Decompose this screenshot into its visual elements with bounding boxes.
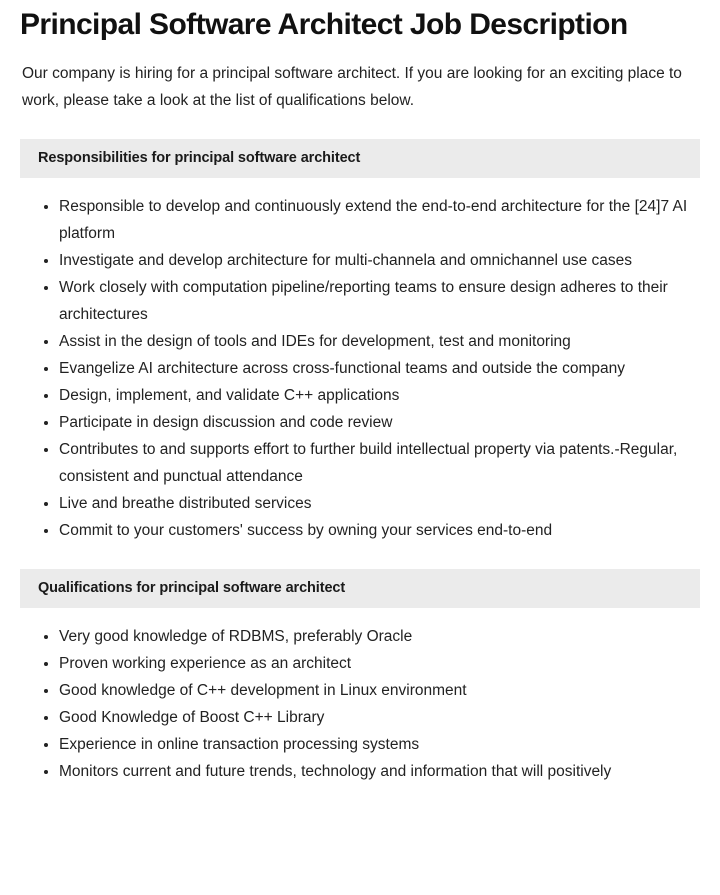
section-responsibilities xyxy=(0,139,720,544)
page-title: Principal Software Architect Job Description xyxy=(20,8,628,41)
list-item: Participate in design discussion and code review xyxy=(44,409,700,436)
list-item: Live and breathe distributed services xyxy=(44,490,700,517)
responsibilities-list xyxy=(0,178,720,544)
list-item: Work closely with computation pipeline/reporting teams to ensure design adheres to their architectures xyxy=(44,274,700,328)
list-item: Responsible to develop and continuously extend the end-to-end architecture for the [24]7 AI platform xyxy=(44,193,700,247)
list-item: Design, implement, and validate C++ applications xyxy=(44,382,700,409)
section-heading-label: Qualifications for principal software architect xyxy=(38,580,346,596)
list-item: Commit to your customers' success by owning your services end-to-end xyxy=(44,517,700,544)
qualifications-list xyxy=(0,608,720,785)
section-header-responsibilities xyxy=(20,139,700,178)
list-item: Contributes to and supports effort to further build intellectual property via patents.-Regular, consistent and punctual attendance xyxy=(44,436,700,490)
list-item: Investigate and develop architecture for multi-channela and omnichannel use cases xyxy=(44,247,700,274)
list-item: Evangelize AI architecture across cross-functional teams and outside the company xyxy=(44,355,700,382)
list-item: Experience in online transaction processing systems xyxy=(44,731,700,758)
list-item: Good knowledge of C++ development in Linux environment xyxy=(44,677,700,704)
section-heading-label: Responsibilities for principal software architect xyxy=(38,150,361,166)
section-header-qualifications xyxy=(20,569,700,608)
list-item: Proven working experience as an architect xyxy=(44,650,700,677)
list-item: Very good knowledge of RDBMS, preferably Oracle xyxy=(44,623,700,650)
list-item: Assist in the design of tools and IDEs for development, test and monitoring xyxy=(44,328,700,355)
list-item: Monitors current and future trends, technology and information that will positively xyxy=(44,758,700,785)
section-qualifications xyxy=(0,569,720,785)
intro-paragraph: Our company is hiring for a principal software architect. If you are looking for an exciting place to work, please take a look at the list of qualifications below. xyxy=(22,64,682,109)
list-item: Good Knowledge of Boost C++ Library xyxy=(44,704,700,731)
